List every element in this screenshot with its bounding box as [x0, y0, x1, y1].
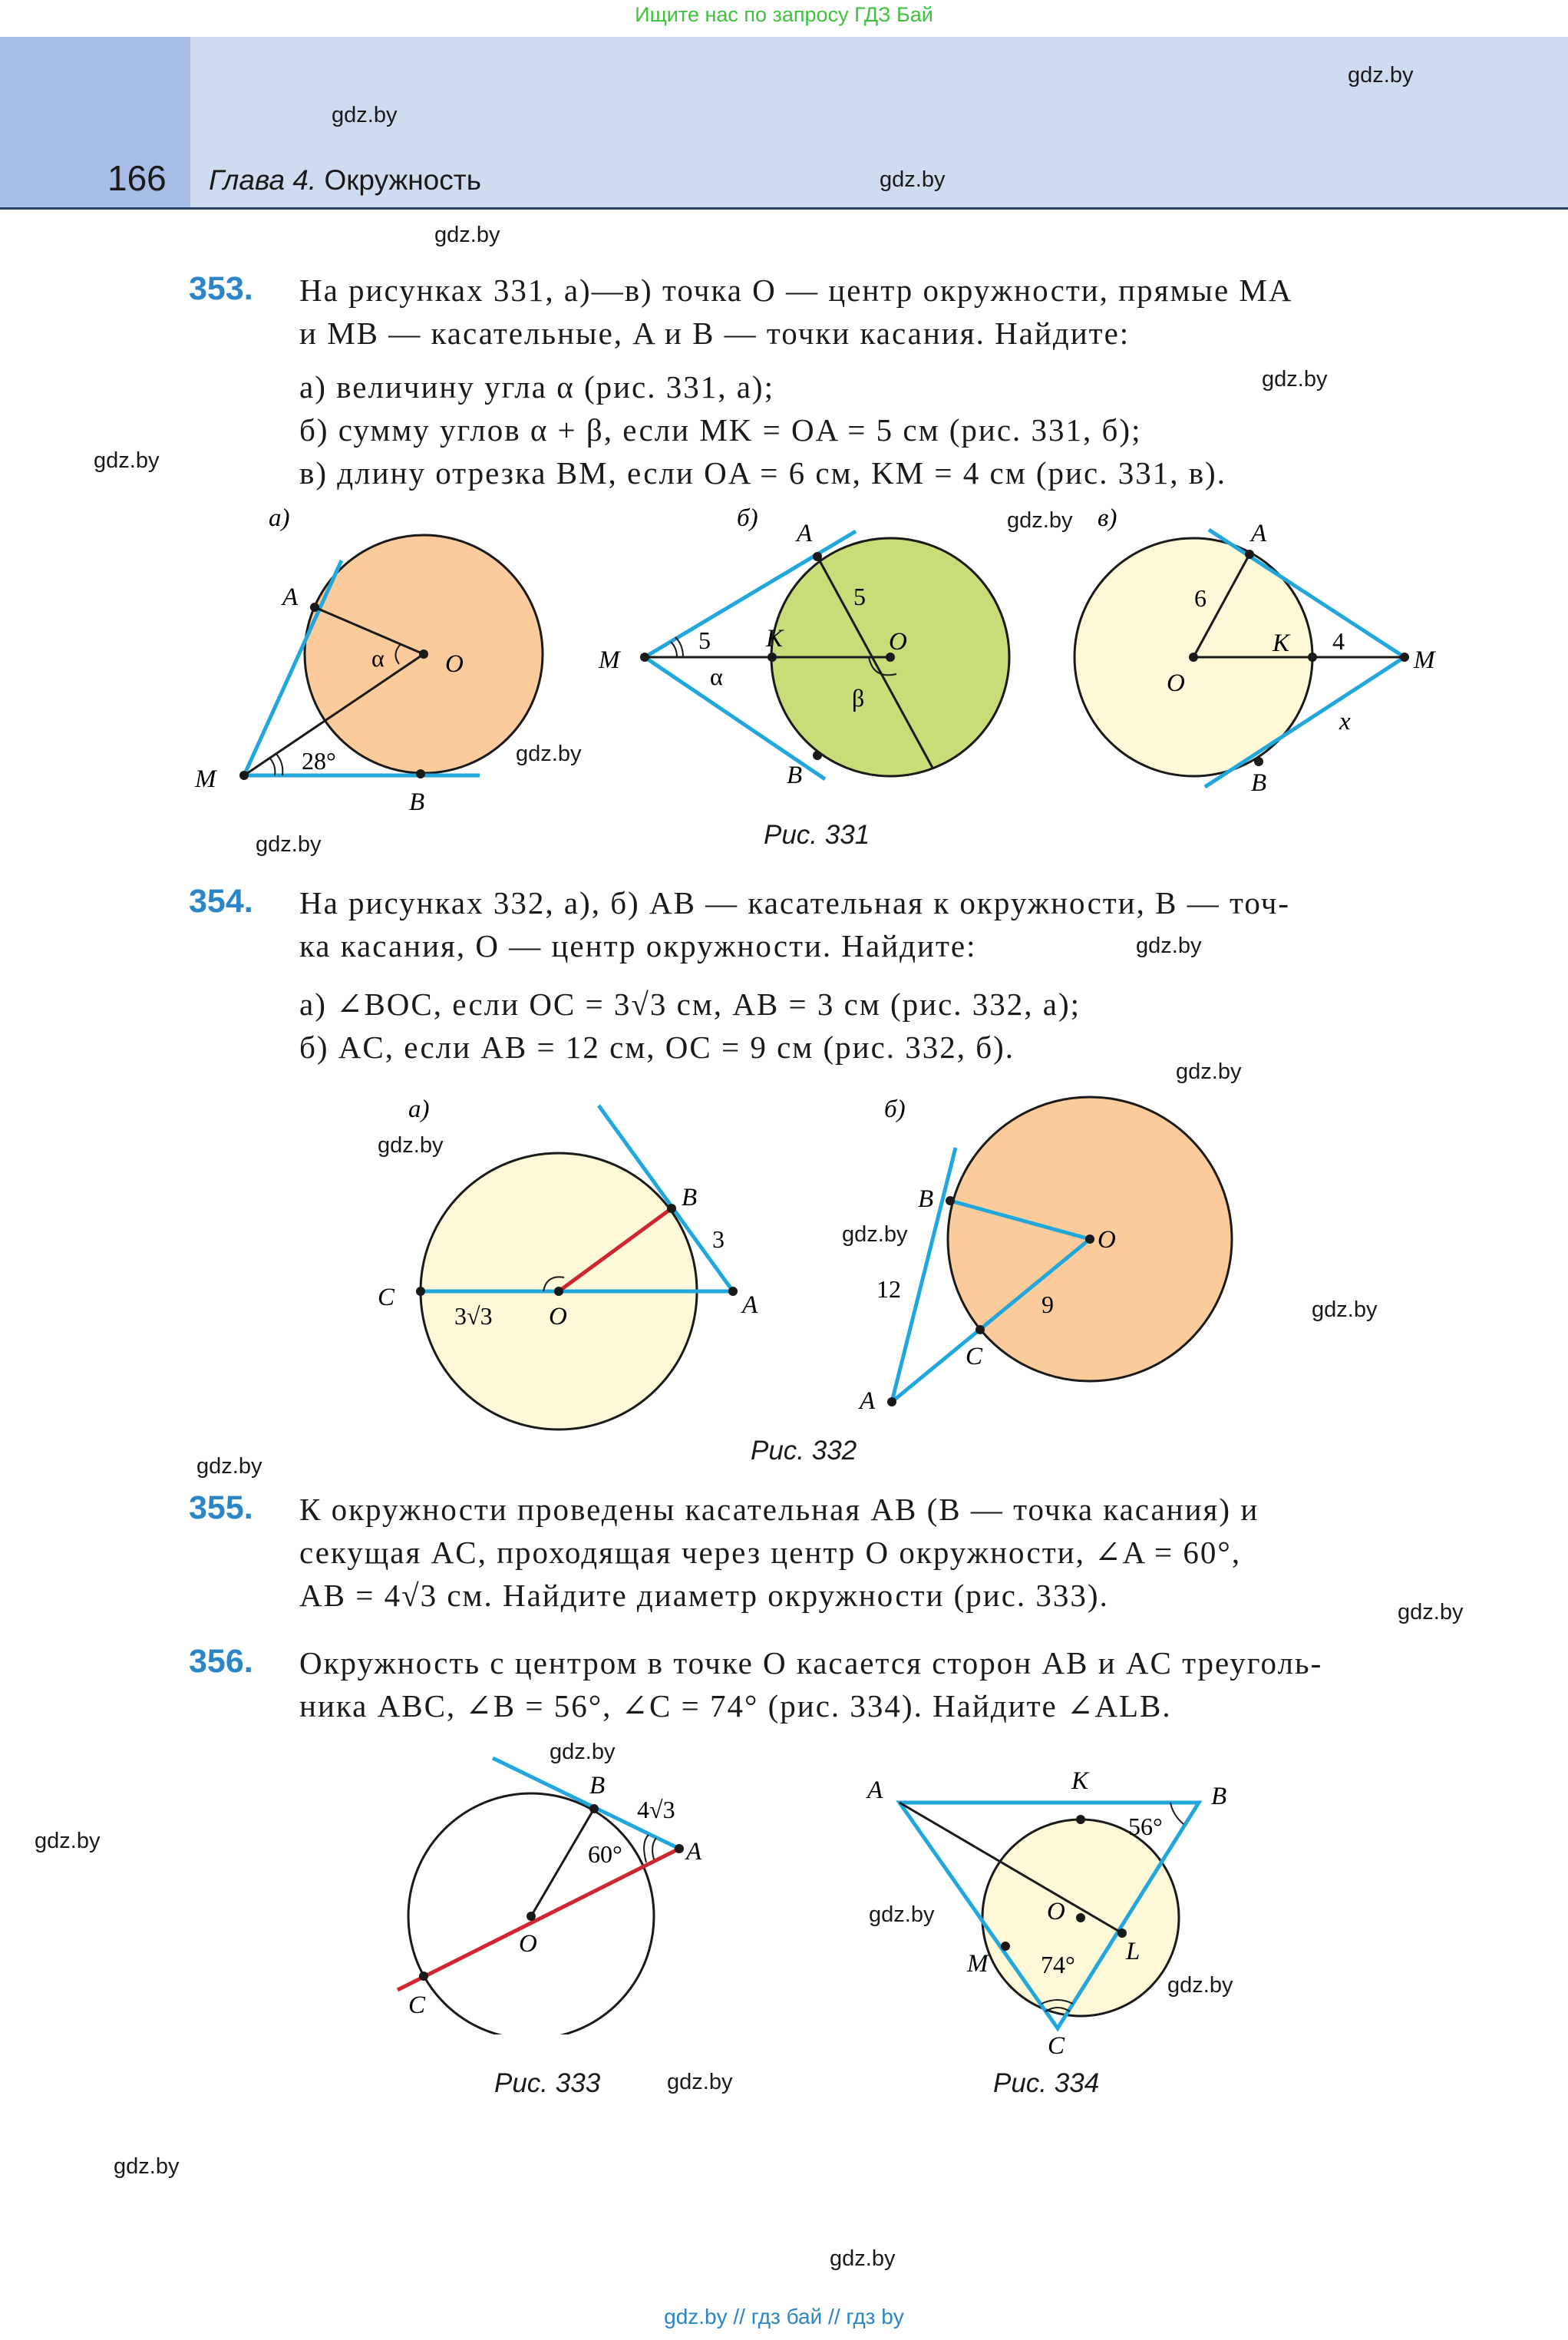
- point-label: O: [1098, 1226, 1116, 1254]
- watermark: gdz.by: [1176, 1059, 1242, 1084]
- watermark: gdz.by: [880, 167, 946, 192]
- angle-label: α: [371, 644, 385, 672]
- problem-text: [299, 269, 1458, 494]
- point-label: M: [195, 765, 216, 793]
- chapter-title: Окружность: [324, 164, 481, 196]
- problem-text: [299, 1641, 1458, 1727]
- watermark: gdz.by: [1262, 367, 1328, 392]
- point-label: B: [1251, 769, 1267, 797]
- point-label: O: [1167, 669, 1185, 697]
- watermark: gdz.by: [1398, 1600, 1464, 1624]
- watermark: gdz.by: [94, 448, 160, 473]
- figure-tag: а): [408, 1096, 430, 1123]
- figure-332-a: [368, 1090, 798, 1443]
- text-line: ника ABC, ∠B = 56°, ∠C = 74° (рис. 334). Найдите ∠ALB.: [299, 1688, 1172, 1724]
- figure-331-c: [1067, 507, 1466, 829]
- watermark: gdz.by: [196, 1454, 262, 1479]
- problem-text: [299, 1488, 1458, 1617]
- text-line: секущая AC, проходящая через центр O окружности, ∠A = 60°,: [299, 1535, 1242, 1570]
- angle-label: 56°: [1128, 1813, 1163, 1840]
- text-line: а) величину угла α (рис. 331, а);: [299, 369, 774, 405]
- watermark: gdz.by: [869, 1902, 935, 1927]
- angle-label: 60°: [588, 1840, 622, 1868]
- figure-caption: Рис. 333: [494, 2068, 601, 2098]
- figure-334: [860, 1758, 1289, 2065]
- point-label: M: [967, 1950, 989, 1978]
- problem-number: 354.: [189, 883, 253, 920]
- top-banner: Ищите нас по запросу ГДЗ Бай: [635, 3, 933, 26]
- point-label: K: [1071, 1767, 1089, 1795]
- figure-tag: б): [884, 1096, 906, 1123]
- point-label: B: [918, 1185, 934, 1213]
- text-line: Окружность с центром в точке O касается сторон AB и AC треуголь-: [299, 1645, 1323, 1681]
- angle-label: 74°: [1041, 1951, 1075, 1978]
- watermark: gdz.by: [35, 1829, 101, 1853]
- point-label: B: [1211, 1783, 1227, 1810]
- point-label: K: [1273, 630, 1290, 657]
- figure-caption: Рис. 334: [993, 2068, 1100, 2098]
- watermark: gdz.by: [114, 2154, 180, 2179]
- watermark: gdz.by: [256, 832, 322, 857]
- figure-caption: Рис. 331: [764, 820, 870, 850]
- segment-label: 5: [698, 626, 711, 654]
- angle-label: 28°: [302, 747, 336, 775]
- point-label: A: [686, 1838, 702, 1866]
- segment-label: 4: [1332, 627, 1345, 655]
- chapter-label: Глава 4.: [209, 164, 317, 196]
- watermark: gdz.by: [516, 742, 582, 766]
- problem-number: 355.: [189, 1489, 253, 1526]
- text-line: б) AC, если AB = 12 см, OC = 9 см (рис. 332, б).: [299, 1030, 1015, 1065]
- point-label: A: [742, 1291, 758, 1319]
- point-label: O: [445, 650, 464, 678]
- watermark: gdz.by: [434, 223, 500, 247]
- text-line: На рисунках 331, а)—в) точка O — центр окружности, прямые MA: [299, 273, 1293, 308]
- watermark: gdz.by: [378, 1133, 444, 1158]
- segment-label: 3√3: [454, 1302, 493, 1330]
- problem-number: 353.: [189, 270, 253, 307]
- segment-label: 6: [1194, 584, 1207, 612]
- point-label: B: [787, 762, 803, 789]
- point-label: M: [599, 646, 620, 674]
- watermark: gdz.by: [830, 2246, 896, 2271]
- point-label: O: [549, 1303, 567, 1330]
- watermark: gdz.by: [667, 2070, 733, 2094]
- figure-tag: б): [737, 507, 758, 532]
- text-line: и MB — касательные, A и B — точки касания. Найдите:: [299, 316, 1131, 351]
- watermark: gdz.by: [1312, 1297, 1378, 1322]
- watermark: gdz.by: [1136, 934, 1202, 958]
- footer-links: gdz.by // гдз бай // гдз by: [664, 2305, 904, 2328]
- segment-label: x: [1339, 708, 1351, 735]
- point-label: B: [409, 788, 425, 816]
- text-line: К окружности проведены касательная AB (B — точка касания) и: [299, 1492, 1259, 1527]
- segment-label: 4√3: [637, 1796, 675, 1823]
- point-label: A: [860, 1387, 876, 1415]
- text-line: AB = 4√3 см. Найдите диаметр окружности (рис. 333).: [299, 1578, 1109, 1613]
- chapter-heading: [209, 164, 481, 197]
- point-label: C: [966, 1343, 983, 1370]
- text-line: На рисунках 332, а), б) AB — касательная к окружности, B — точ-: [299, 885, 1291, 920]
- figure-tag: а): [269, 507, 290, 532]
- point-label: O: [1047, 1898, 1065, 1925]
- point-label: A: [282, 583, 299, 611]
- text-line: б) сумму углов α + β, если MK = OA = 5 см (рис. 331, б);: [299, 412, 1142, 448]
- figure-tag: в): [1098, 507, 1117, 532]
- point-label: L: [1126, 1938, 1141, 1965]
- point-label: K: [766, 625, 784, 653]
- point-label: A: [867, 1776, 883, 1804]
- figure-332-b: [829, 1090, 1259, 1443]
- header-rule: [0, 207, 1568, 210]
- watermark: gdz.by: [550, 1740, 616, 1764]
- figure-caption: Рис. 332: [751, 1436, 857, 1466]
- segment-label: 3: [712, 1225, 725, 1253]
- text-line: а) ∠BOC, если OC = 3√3 см, AB = 3 см (рис. 332, а);: [299, 987, 1081, 1022]
- point-label: B: [589, 1772, 606, 1800]
- page-number: 166: [107, 158, 167, 198]
- segment-label: 12: [876, 1275, 901, 1303]
- point-label: A: [1251, 520, 1267, 547]
- problem-text: [299, 881, 1458, 1069]
- watermark: gdz.by: [332, 103, 398, 127]
- watermark: gdz.by: [842, 1222, 908, 1247]
- segment-label: 5: [853, 583, 866, 610]
- segment-label: 9: [1041, 1291, 1054, 1318]
- figure-333: [384, 1743, 783, 2034]
- point-label: C: [408, 1991, 426, 2019]
- point-label: B: [682, 1184, 698, 1211]
- point-label: C: [378, 1284, 395, 1311]
- point-label: C: [1048, 2032, 1065, 2060]
- point-label: O: [889, 628, 907, 656]
- angle-label: α: [710, 663, 723, 690]
- point-label: A: [797, 520, 813, 547]
- text-line: ка касания, O — центр окружности. Найдите:: [299, 928, 977, 963]
- angle-label: β: [852, 684, 865, 712]
- watermark: gdz.by: [1007, 508, 1073, 533]
- figure-331-b: [591, 507, 1021, 829]
- text-line: в) длину отрезка BM, если OA = 6 см, KM = 4 см (рис. 331, в).: [299, 455, 1226, 491]
- watermark: gdz.by: [1167, 1973, 1233, 1998]
- figure-331-a: [177, 507, 576, 829]
- watermark: gdz.by: [1348, 63, 1414, 88]
- problem-number: 356.: [189, 1643, 253, 1680]
- point-label: M: [1414, 646, 1435, 674]
- point-label: O: [519, 1930, 537, 1958]
